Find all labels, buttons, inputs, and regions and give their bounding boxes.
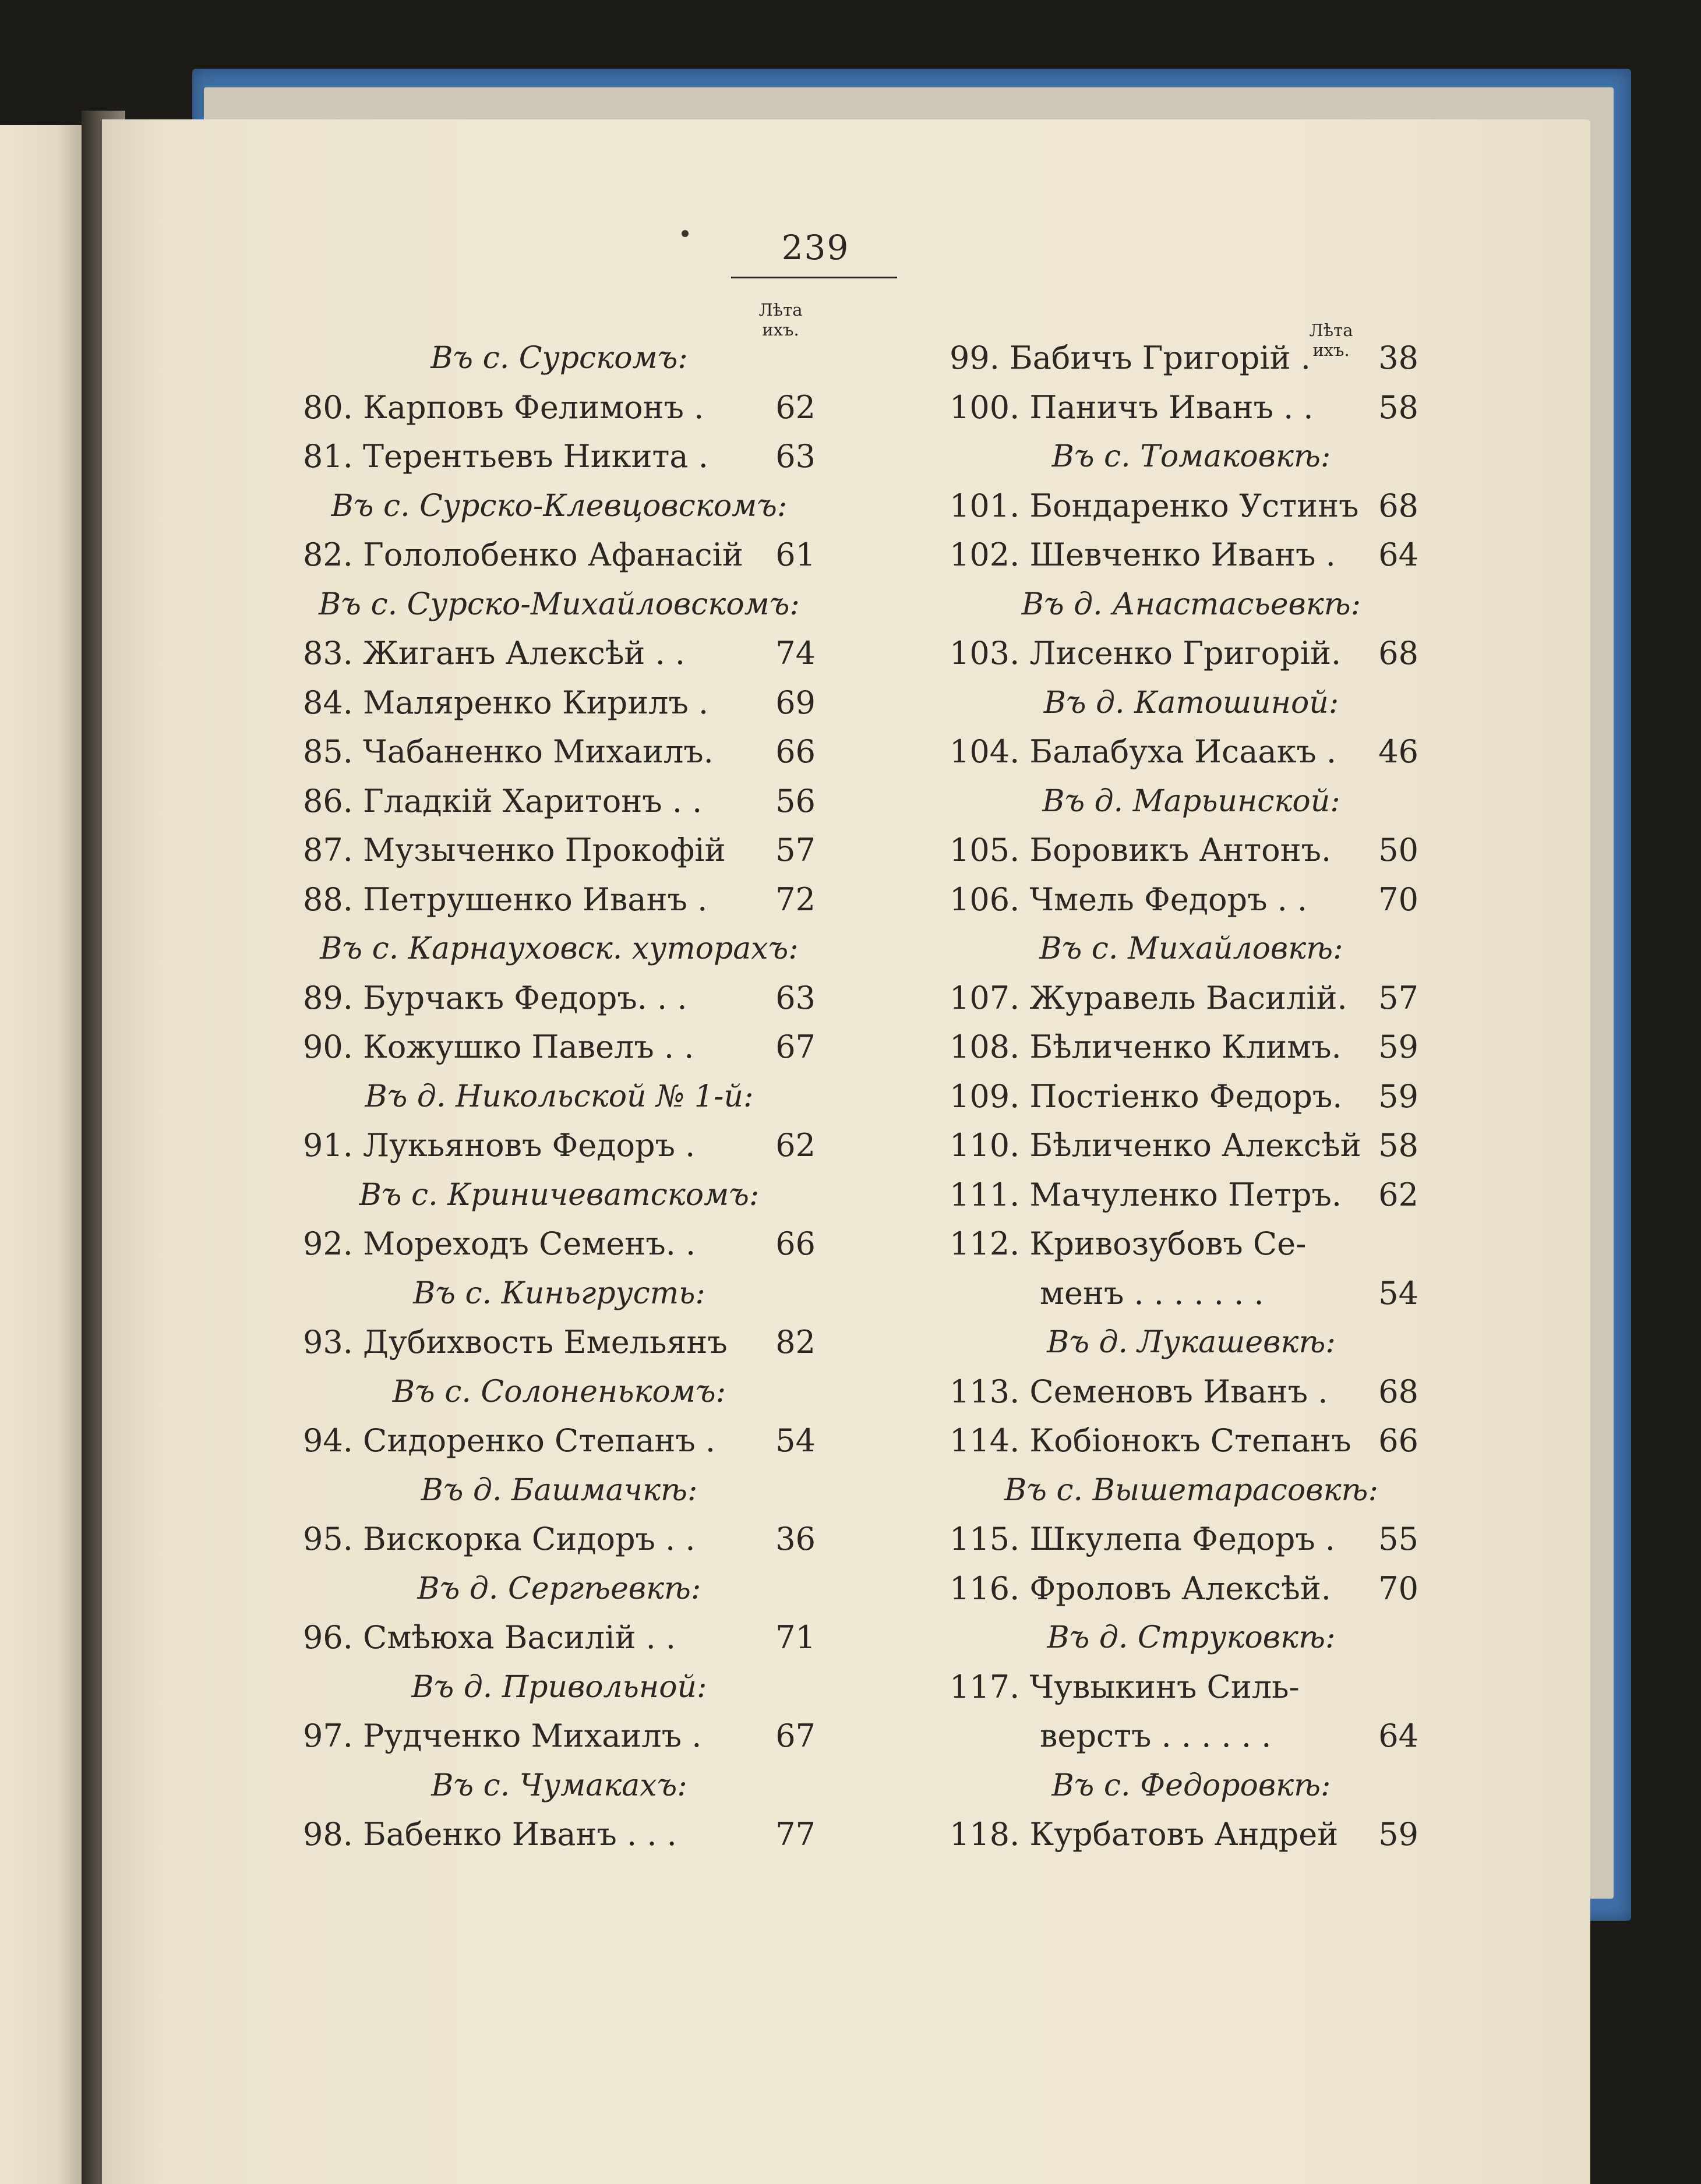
entry-name: 118. Курбатовъ Андрей (950, 1816, 1339, 1853)
section-heading-text: Въ д. Марьинской: (1042, 783, 1340, 819)
entry-age: 77 (775, 1816, 816, 1853)
entry-name: 106. Чмель Федоръ . . (950, 881, 1308, 918)
list-entry (950, 1814, 1418, 1855)
list-entry (950, 1519, 1418, 1560)
list-entry (303, 1420, 816, 1461)
list-entry (950, 978, 1418, 1019)
section-heading-text: Въ д. Катошиной: (1043, 685, 1339, 720)
list-entry (303, 1027, 816, 1068)
section-heading (102, 1372, 824, 1412)
entry-age: 66 (1378, 1422, 1418, 1459)
list-entry (303, 436, 816, 477)
entry-name: 92. Мореходъ Семенъ. . (303, 1225, 696, 1262)
entry-name: 116. Фроловъ Алексѣй. (950, 1570, 1331, 1607)
right-column-header: Лѣта ихъ. (1309, 320, 1353, 360)
entry-name: 98. Бабенко Иванъ . . . (303, 1816, 677, 1853)
entry-age: 68 (1378, 635, 1418, 672)
list-entry (303, 879, 816, 920)
list-entry (950, 1372, 1418, 1412)
entry-name: 86. Гладкій Харитонъ . . (303, 782, 703, 819)
entry-name: 91. Лукьяновъ Федоръ . (303, 1127, 696, 1164)
list-entry (1040, 1273, 1418, 1314)
entry-age: 50 (1378, 832, 1418, 868)
entry-age: 70 (1378, 1570, 1418, 1607)
section-heading-text: Въ с. Сурско-Клевцовскомъ: (331, 488, 788, 524)
section-heading-text: Въ с. Федоровкѣ: (1051, 1768, 1331, 1803)
list-entry (950, 1420, 1418, 1461)
entry-name: 109. Постіенко Федоръ. (950, 1077, 1343, 1115)
list-entry (950, 1667, 1418, 1708)
section-heading (102, 1076, 824, 1117)
section-heading (824, 1617, 1442, 1658)
entry-name: 100. Паничъ Иванъ . . (950, 388, 1314, 426)
entry-age: 64 (1378, 536, 1418, 573)
section-heading (824, 1322, 1442, 1363)
section-heading-text: Въ с. Киньгрусть: (413, 1275, 705, 1311)
entry-name: 99. Бабичъ Григорій . (950, 340, 1311, 376)
entry-name: 111. Мачуленко Петръ. (950, 1176, 1342, 1213)
entry-name: 95. Вискорка Сидоръ . . (303, 1521, 696, 1557)
entry-name: 96. Смѣюха Василій . . (303, 1619, 676, 1656)
section-heading-text: Въ с. Солоненькомъ: (392, 1374, 726, 1409)
section-heading (824, 436, 1442, 477)
list-entry (1040, 1716, 1418, 1757)
list-entry (303, 535, 816, 575)
entry-name: 80. Карповъ Фелимонъ . (303, 388, 704, 426)
section-heading-text: Въ с. Карнауховск. хуторахъ: (320, 931, 799, 966)
list-entry (303, 1716, 816, 1757)
section-heading (824, 1765, 1442, 1806)
list-entry (950, 633, 1418, 674)
entry-age: 74 (775, 635, 816, 672)
section-heading-text: Въ д. Лукашевкѣ: (1047, 1325, 1336, 1360)
section-heading-text: Въ с. Томаковкѣ: (1051, 439, 1331, 474)
list-entry (303, 1814, 816, 1855)
list-entry (303, 1224, 816, 1264)
entry-age: 61 (775, 536, 816, 573)
entry-age: 36 (775, 1521, 816, 1557)
section-heading-text: Въ с. Криничеватскомъ: (359, 1177, 760, 1213)
list-entry (950, 1175, 1418, 1215)
entry-name: 112. Кривозубовъ Се- (950, 1225, 1307, 1262)
section-heading-text: Въ д. Привольной: (411, 1669, 707, 1705)
entry-name: 102. Шевченко Иванъ . (950, 536, 1336, 573)
section-heading (102, 1273, 824, 1314)
entry-name: 84. Маляренко Кирилъ . (303, 684, 709, 721)
entry-age: 64 (1378, 1717, 1418, 1754)
section-heading (102, 1470, 824, 1511)
section-heading-text: Въ д. Анастасьевкѣ: (1021, 586, 1361, 622)
list-entry (303, 781, 816, 822)
entry-name: 97. Рудченко Михаилъ . (303, 1717, 702, 1754)
entry-name: 115. Шкулепа Федоръ . (950, 1521, 1335, 1557)
entry-age: 66 (775, 733, 816, 770)
entry-age: 56 (775, 782, 816, 819)
list-entry (950, 1568, 1418, 1609)
entry-age: 59 (1378, 1077, 1418, 1115)
entry-age: 62 (775, 388, 816, 426)
entry-age: 66 (775, 1225, 816, 1262)
entry-age: 62 (1378, 1176, 1418, 1213)
list-entry (950, 387, 1418, 428)
entry-age: 54 (775, 1422, 816, 1459)
list-entry (303, 387, 816, 428)
entry-age: 72 (775, 881, 816, 918)
page-number: 239 (781, 228, 850, 267)
list-entry (303, 830, 816, 871)
list-entry (950, 486, 1418, 526)
section-heading (102, 928, 824, 969)
section-heading (102, 1765, 824, 1806)
list-entry (950, 731, 1418, 772)
entry-age: 67 (775, 1717, 816, 1754)
section-heading (824, 928, 1442, 969)
list-entry (303, 683, 816, 723)
entry-name: 88. Петрушенко Иванъ . (303, 881, 708, 918)
list-entry (950, 1224, 1418, 1264)
entry-name: 89. Бурчакъ Федоръ. . . (303, 979, 687, 1016)
entry-name: 82. Гололобенко Афанасій (303, 536, 743, 573)
section-heading (824, 1470, 1442, 1511)
list-entry (303, 731, 816, 772)
list-entry (950, 1125, 1418, 1166)
entry-name: 107. Журавель Василій. (950, 979, 1347, 1016)
entry-age: 58 (1378, 388, 1418, 426)
entry-age: 69 (775, 684, 816, 721)
entry-name: 83. Жиганъ Алексѣй . . (303, 635, 686, 672)
list-entry (303, 1519, 816, 1560)
entry-name: 94. Сидоренко Степанъ . (303, 1422, 716, 1459)
section-heading-text: Въ д. Сергѣевкѣ: (417, 1571, 701, 1606)
section-heading-text: Въ д. Струковкѣ: (1047, 1620, 1336, 1655)
entry-age: 55 (1378, 1521, 1418, 1557)
section-heading-text: Въ с. Михайловкѣ: (1039, 931, 1343, 966)
entry-age: 58 (1378, 1127, 1418, 1164)
list-entry (950, 1027, 1418, 1068)
entry-age: 59 (1378, 1029, 1418, 1065)
section-heading (102, 1175, 824, 1215)
page-number-rule (731, 277, 897, 278)
entry-age: 57 (1378, 979, 1418, 1016)
entry-age: 38 (1378, 340, 1418, 376)
list-entry (303, 1322, 816, 1363)
list-entry (950, 338, 1418, 379)
entry-name: 114. Кобіонокъ Степанъ (950, 1422, 1351, 1459)
entry-age: 62 (775, 1127, 816, 1164)
section-heading-text: Въ с. Сурско-Михайловскомъ: (319, 586, 800, 622)
entry-age: 67 (775, 1029, 816, 1065)
section-heading (102, 486, 824, 526)
entry-age: 59 (1378, 1816, 1418, 1853)
entry-age: 82 (775, 1324, 816, 1360)
section-heading-text: Въ с. Вышетарасовкѣ: (1004, 1472, 1378, 1508)
entry-name: 113. Семеновъ Иванъ . (950, 1373, 1328, 1410)
section-heading (102, 584, 824, 625)
section-heading-text: Въ д. Башмачкѣ: (421, 1472, 698, 1508)
left-column-header: Лѣта ихъ. (758, 300, 803, 340)
list-entry (303, 978, 816, 1019)
entry-name: 81. Терентьевъ Никита . (303, 438, 708, 475)
list-entry (303, 1617, 816, 1658)
left-facing-page (0, 125, 85, 2184)
entry-name: 101. Бондаренко Устинъ (950, 487, 1359, 524)
entry-name: 105. Боровикъ Антонъ. (950, 832, 1332, 868)
entry-name: 85. Чабаненко Михаилъ. (303, 733, 714, 770)
section-heading (102, 1667, 824, 1708)
section-heading (824, 781, 1442, 822)
entry-name: менъ . . . . . . . (1040, 1274, 1264, 1312)
entry-name: 93. Дубихвость Емельянъ (303, 1324, 728, 1360)
list-entry (303, 633, 816, 674)
entry-name: 108. Бѣличенко Климъ. (950, 1029, 1342, 1065)
section-heading-text: Въ д. Никольской № 1-й: (365, 1079, 754, 1114)
entry-name: 103. Лисенко Григорій. (950, 635, 1342, 672)
entry-age: 54 (1378, 1274, 1418, 1312)
list-entry (950, 879, 1418, 920)
entry-name: 87. Музыченко Прокофій (303, 832, 726, 868)
entry-age: 70 (1378, 881, 1418, 918)
section-heading (102, 338, 824, 379)
entry-name: 110. Бѣличенко Алексѣй (950, 1127, 1361, 1164)
list-entry (950, 1076, 1418, 1117)
entry-age: 63 (775, 438, 816, 475)
list-entry (950, 535, 1418, 575)
list-entry (303, 1125, 816, 1166)
section-heading-text: Въ с. Чумакахъ: (431, 1768, 687, 1803)
entry-age: 63 (775, 979, 816, 1016)
book-page (102, 119, 1590, 2184)
section-heading (102, 1568, 824, 1609)
entry-name: 104. Балабуха Исаакъ . (950, 733, 1337, 770)
section-heading (824, 584, 1442, 625)
entry-name: 90. Кожушко Павелъ . . (303, 1029, 694, 1065)
entry-name: 117. Чувыкинъ Силь- (950, 1668, 1300, 1705)
section-heading (824, 683, 1442, 723)
section-heading-text: Въ с. Сурскомъ: (430, 341, 688, 376)
entry-age: 68 (1378, 487, 1418, 524)
entry-name: верстъ . . . . . . (1040, 1717, 1272, 1754)
entry-age: 57 (775, 832, 816, 868)
list-entry (950, 830, 1418, 871)
entry-age: 46 (1378, 733, 1418, 770)
entry-age: 71 (775, 1619, 816, 1656)
entry-age: 68 (1378, 1373, 1418, 1410)
